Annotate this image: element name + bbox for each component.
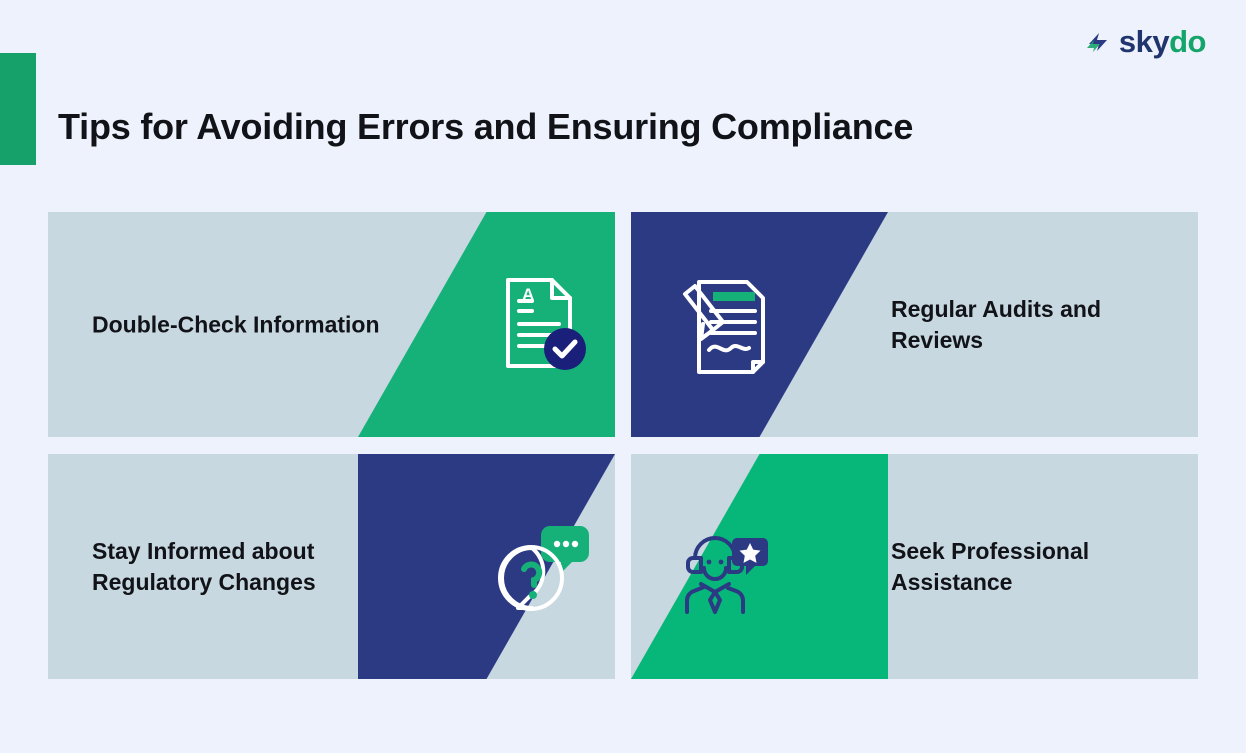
svg-text:A: A [522, 284, 535, 304]
skydo-chevrons-icon [1086, 29, 1112, 55]
tip-panel-seek-professional-assistance [631, 454, 1198, 679]
question-chat-bubble-icon [488, 512, 598, 622]
title-accent-bar [0, 53, 36, 165]
panel-label: Double-Check Information [92, 310, 380, 337]
brand-logo [1086, 26, 1206, 57]
support-agent-icon [671, 512, 781, 622]
tip-panel-stay-informed-about-regulatory-changes [48, 454, 615, 679]
tip-panel-double-check-information [48, 212, 615, 437]
document-pencil-signature-icon [669, 270, 779, 380]
brand-name-sky: sky [1118, 24, 1170, 59]
panel-label: Regular Audits and Reviews [891, 295, 1101, 353]
panel-label: Stay Informed about Regulatory Changes [92, 537, 316, 595]
panel-label: Seek Professional Assistance [891, 537, 1090, 595]
tip-panel-regular-audits-and-reviews [631, 212, 1198, 437]
tips-grid [48, 212, 1198, 679]
brand-name [1119, 26, 1206, 57]
brand-name-do: do [1169, 24, 1206, 59]
page-title: Tips for Avoiding Errors and Ensuring Compliance [58, 106, 914, 148]
document-check-icon [486, 270, 596, 380]
